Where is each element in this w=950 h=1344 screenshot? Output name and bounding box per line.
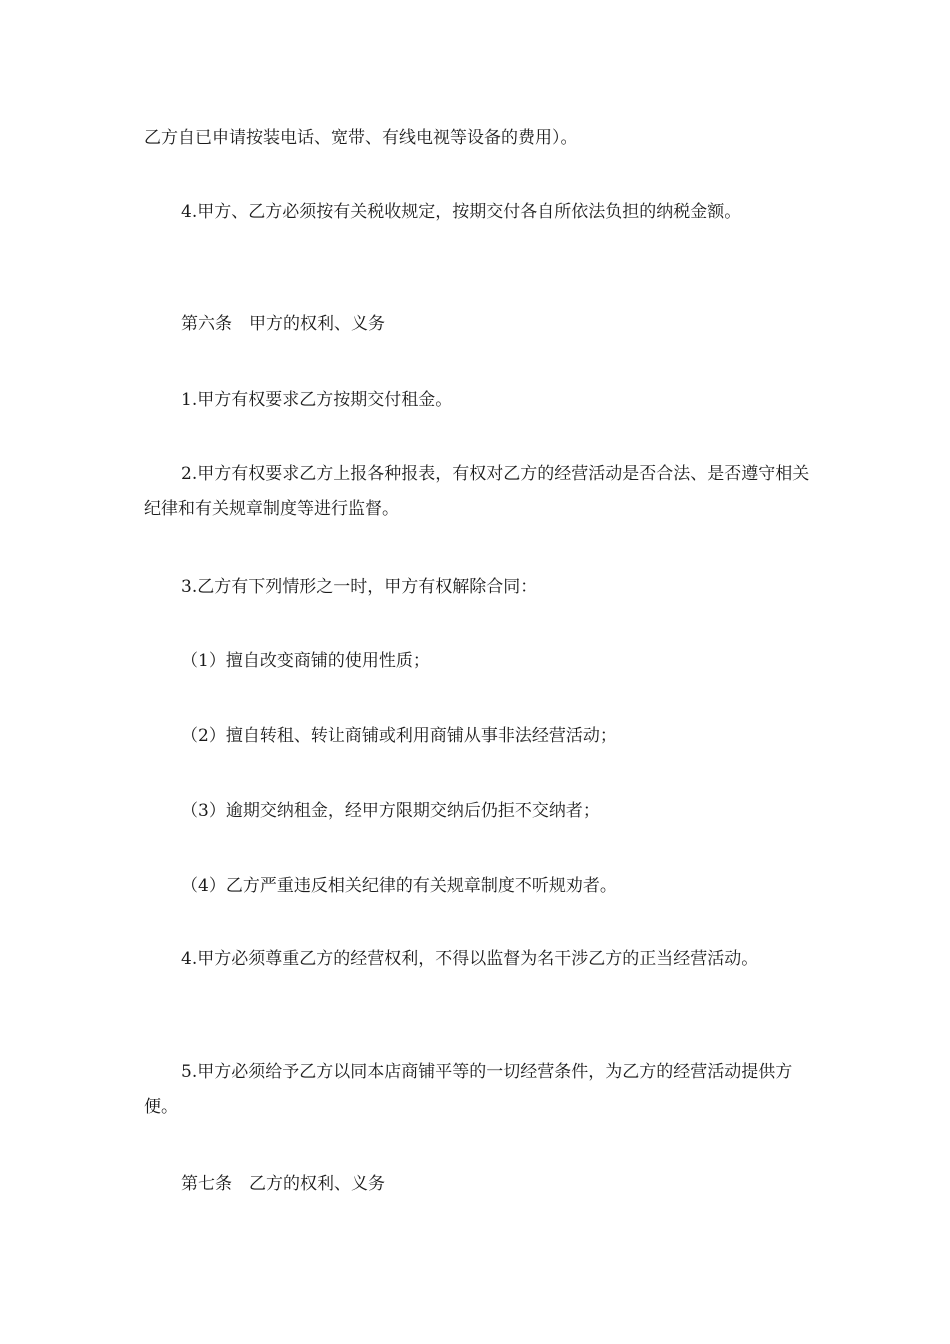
paragraph-article-6-item-2: 2.甲方有权要求乙方上报各种报表，有权对乙方的经营活动是否合法、是否遵守相关纪律和有关规章制度等进行监督。 xyxy=(144,464,810,519)
list-item-termination-4: （4）乙方严重违反相关纪律的有关规章制度不听规劝者。 xyxy=(181,876,617,896)
list-item-termination-1: （1）擅自改变商铺的使用性质； xyxy=(181,651,430,671)
paragraph-fee-continuation: 乙方自已申请按装电话、宽带、有线电视等设备的费用）。 xyxy=(144,128,578,148)
paragraph-tax-obligation: 4.甲方、乙方必须按有关税收规定，按期交付各自所依法负担的纳税金额。 xyxy=(181,202,742,222)
paragraph-article-6-item-4: 4.甲方必须尊重乙方的经营权利，不得以监督为名干涉乙方的正当经营活动。 xyxy=(181,949,759,969)
section-heading-article-7: 第七条 乙方的权利、义务 xyxy=(181,1174,385,1194)
paragraph-article-6-item-5: 5.甲方必须给予乙方以同本店商铺平等的一切经营条件，为乙方的经营活动提供方便。 xyxy=(144,1062,793,1117)
list-item-termination-2: （2）擅自转租、转让商铺或利用商铺从事非法经营活动； xyxy=(181,726,617,746)
paragraph-article-6-item-3: 3.乙方有下列情形之一时，甲方有权解除合同： xyxy=(181,577,538,597)
section-heading-article-6: 第六条 甲方的权利、义务 xyxy=(181,314,385,334)
list-item-termination-3: （3）逾期交纳租金，经甲方限期交纳后仍拒不交纳者； xyxy=(181,801,600,821)
paragraph-article-6-item-1: 1.甲方有权要求乙方按期交付租金。 xyxy=(181,390,453,410)
